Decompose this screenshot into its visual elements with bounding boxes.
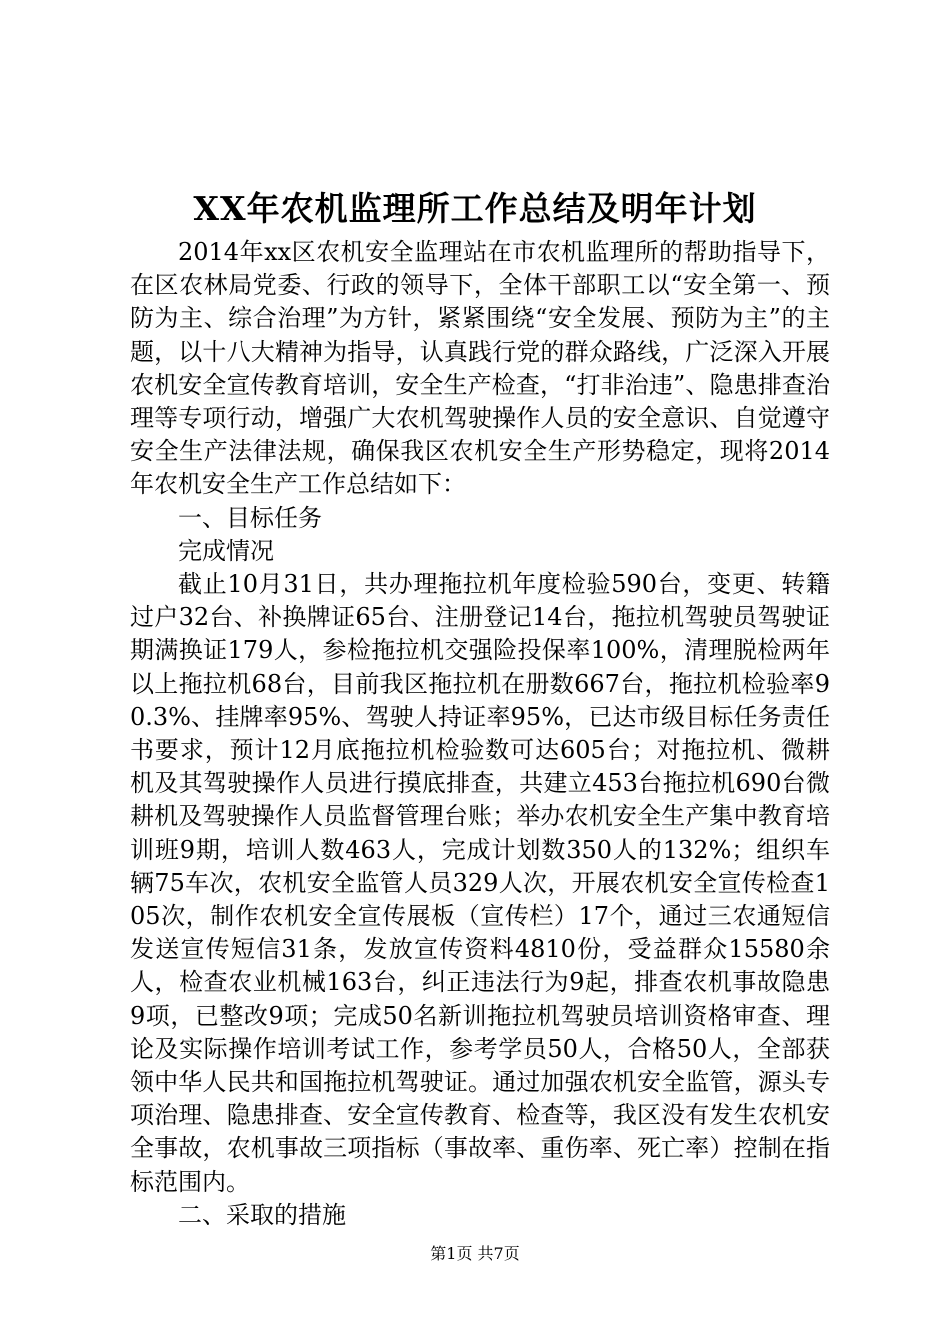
intro-paragraph: 2014年xx区农机安全监理站在市农机监理所的帮助指导下，在区农林局党委、行政的领导下，全体干部职工以“安全第一、预防为主、综合治理”为方针，紧紧围绕“安全发展、预防为主”的主题，以十八大精神为指导，认真践行党的群众路线，广泛深入开展农机安全宣传教育培训，安全生产检查，“打非治违”、隐患排查治理等专项行动，增强广大农机驾驶操作人员的安全意识、自觉遵守安全生产法律法规，确保我区农机安全生产形势稳定，现将2014年农机安全生产工作总结如下： xyxy=(130,238,830,499)
subheading-completion: 完成情况 xyxy=(178,536,274,565)
section-heading-measures: 二、采取的措施 xyxy=(178,1200,346,1229)
document-body xyxy=(130,236,830,1232)
completion-paragraph: 截止10月31日，共办理拖拉机年度检验590台，变更、转籍过户32台、补换牌证65台、注册登记14台，拖拉机驾驶员驾驶证期满换证179人，参检拖拉机交强险投保率100%，清理脱检两年以上拖拉机68台，目前我区拖拉机在册数667台，拖拉机检验率90.3%、挂牌率95%、驾驶人持证率95%，已达市级目标任务责任书要求，预计12月底拖拉机检验数可达605台；对拖拉机、微耕机及其驾驶操作人员进行摸底排查，共建立453台拖拉机690台微耕机及驾驶操作人员监督管理台账；举办农机安全生产集中教育培训班9期，培训人数463人，完成计划数350人的132%；组织车辆75车次，农机安全监管人员329人次，开展农机安全宣传检查105次，制作农机安全宣传展板（宣传栏）17个，通过三农通短信发送宣传短信31条，发放宣传资料4810份，受益群众15580余人，检查农业机械163台，纠正违法行为9起，排查农机事故隐患9项，已整改9项；完成50名新训拖拉机驾驶员培训资格审查、理论及实际操作培训考试工作，参考学员50人，合格50人，全部获领中华人民共和国拖拉机驾驶证。通过加强农机安全监管，源头专项治理、隐患排查、安全宣传教育、检查等，我区没有发生农机安全事故，农机事故三项指标（事故率、重伤率、死亡率）控制在指标范围内。 xyxy=(130,570,830,1196)
section-heading-goals: 一、目标任务 xyxy=(178,503,322,532)
document-title: XX年农机监理所工作总结及明年计划 xyxy=(193,189,757,228)
page-number-footer: 第1页 共7页 xyxy=(430,1244,520,1263)
